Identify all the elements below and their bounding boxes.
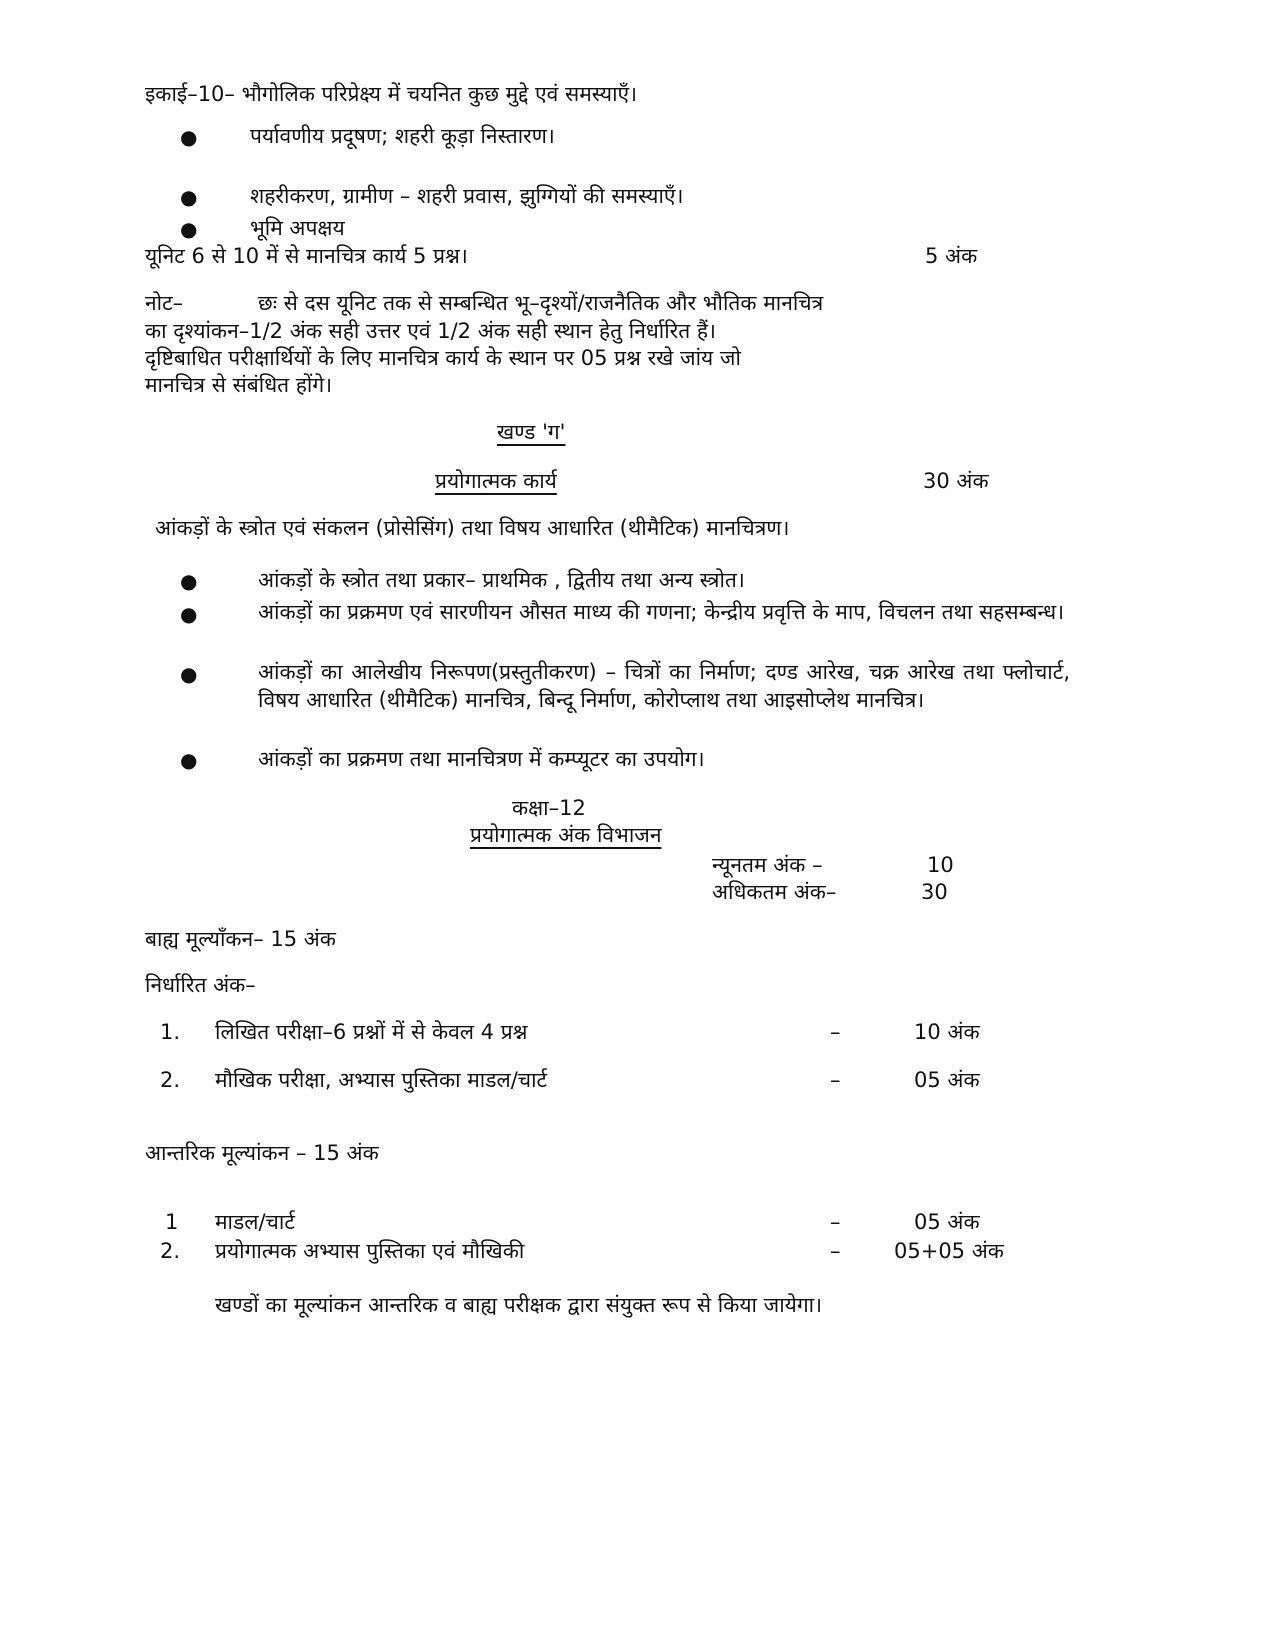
data-bullet-1: आंकड़ों के स्त्रोत तथा प्रकार– प्राथमिक , द्वितीय तथा अन्य स्त्रोत। xyxy=(258,568,745,592)
note-line-4: मानचित्र से संबंधित होंगे। xyxy=(145,373,333,397)
fixed-marks-label: निर्धारित अंक– xyxy=(145,973,256,997)
unit10-bullet-1: पर्यावणीय प्रदूषण; शहरी कूड़ा निस्तारण। xyxy=(250,124,555,148)
map-work-marks: 5 अंक xyxy=(925,244,978,268)
practical-title: प्रयोगात्मक कार्य xyxy=(435,469,557,493)
max-marks-label: अधिकतम अंक– xyxy=(712,880,837,904)
note-line-2: का दृश्यांकन–1/2 अंक सही उत्तर एवं 1/2 अंक सही स्थान हेतु निर्धारित हैं। xyxy=(145,319,716,343)
bullet-icon: ● xyxy=(180,662,198,686)
internal-item-1-dash: – xyxy=(830,1210,841,1234)
internal-title: आन्तरिक मूल्यांकन – 15 अंक xyxy=(145,1141,379,1165)
external-item-1-dash: – xyxy=(830,1020,841,1044)
bullet-icon: ● xyxy=(180,569,198,593)
section-intro: आंकड़ों के स्त्रोत एवं संकलन (प्रोसेसिंग) तथा विषय आधारित (थीमैटिक) मानचित्रण। xyxy=(155,516,790,540)
internal-item-2-dash: – xyxy=(830,1239,841,1263)
external-title: बाह्य मूल्याँकन– 15 अंक xyxy=(145,927,336,951)
bullet-icon: ● xyxy=(180,185,198,209)
internal-item-2-text: प्रयोगात्मक अभ्यास पुस्तिका एवं मौखिकी xyxy=(215,1239,525,1263)
closing-statement: खण्डों का मूल्यांकन आन्तरिक व बाह्य परीक्षक द्वारा संयुक्त रूप से किया जायेगा। xyxy=(215,1293,823,1317)
external-item-1-text: लिखित परीक्षा–6 प्रश्नों में से केवल 4 प्रश्न xyxy=(215,1020,528,1044)
max-marks-value: 30 xyxy=(921,880,948,904)
data-bullet-4: आंकड़ों का प्रक्रमण तथा मानचित्रण में कम्प्यूटर का उपयोग। xyxy=(258,747,705,771)
internal-item-1-text: माडल/चार्ट xyxy=(215,1210,295,1234)
external-item-2-dash: – xyxy=(830,1068,841,1092)
class-subtitle: प्रयोगात्मक अंक विभाजन xyxy=(470,823,662,847)
section-heading: खण्ड 'ग' xyxy=(497,420,566,444)
practical-marks: 30 अंक xyxy=(923,469,989,493)
note-line-3: दृष्टिबाधित परीक्षार्थियों के लिए मानचित्र कार्य के स्थान पर 05 प्रश्न रखे जांय जो xyxy=(145,346,741,370)
internal-item-2-marks: 05+05 अंक xyxy=(894,1239,1004,1263)
data-bullet-2: आंकड़ों का प्रक्रमण एवं सारणीयन औसत माध्य की गणना; केन्द्रीय प्रवृत्ति के माप, विचलन तथा सहसम्बन्ध। xyxy=(258,600,1065,624)
unit10-bullet-3: भूमि अपक्षय xyxy=(250,216,345,240)
external-item-2-marks: 05 अंक xyxy=(914,1068,980,1092)
unit10-bullet-2: शहरीकरण, ग्रामीण – शहरी प्रवास, झुग्गियों की समस्याएँ। xyxy=(250,184,684,208)
min-marks-value: 10 xyxy=(927,853,954,877)
bullet-icon: ● xyxy=(180,602,198,626)
map-work-line: यूनिट 6 से 10 में से मानचित्र कार्य 5 प्रश्न। xyxy=(145,244,468,268)
internal-item-1-marks: 05 अंक xyxy=(914,1210,980,1234)
external-item-2-text: मौखिक परीक्षा, अभ्यास पुस्तिका माडल/चार्ट xyxy=(215,1068,548,1092)
internal-item-1-num: 1 xyxy=(165,1210,179,1234)
class-title: कक्षा–12 xyxy=(512,796,586,820)
data-bullet-3: आंकड़ों का आलेखीय निरूपण(प्रस्तुतीकरण) – चित्रों का निर्माण; दण्ड आरेख, चक्र आरेख तथा फ्लोचार्ट, विषय आधारित (थीमैटिक) मानचित्र, बिन्दू निर्माण, कोरोप्लाथ तथा आइसोप्लेथ मानचित्र। xyxy=(258,660,1070,712)
external-item-1-num: 1. xyxy=(160,1020,181,1044)
note-label: नोट– xyxy=(145,291,184,315)
external-item-2-num: 2. xyxy=(160,1068,181,1092)
bullet-icon: ● xyxy=(180,217,198,241)
bullet-icon: ● xyxy=(180,748,198,772)
external-item-1-marks: 10 अंक xyxy=(914,1020,980,1044)
note-line-1: छः से दस यूनिट तक से सम्बन्धित भू–दृश्यों/राजनैतिक और भौतिक मानचित्र xyxy=(258,291,824,315)
unit10-title: इकाई–10– भौगोलिक परिप्रेक्ष्य में चयनित कुछ मुद्दे एवं समस्याएँ। xyxy=(145,82,638,106)
internal-item-2-num: 2. xyxy=(160,1239,181,1263)
min-marks-label: न्यूनतम अंक – xyxy=(712,853,823,877)
bullet-icon: ● xyxy=(180,125,198,149)
